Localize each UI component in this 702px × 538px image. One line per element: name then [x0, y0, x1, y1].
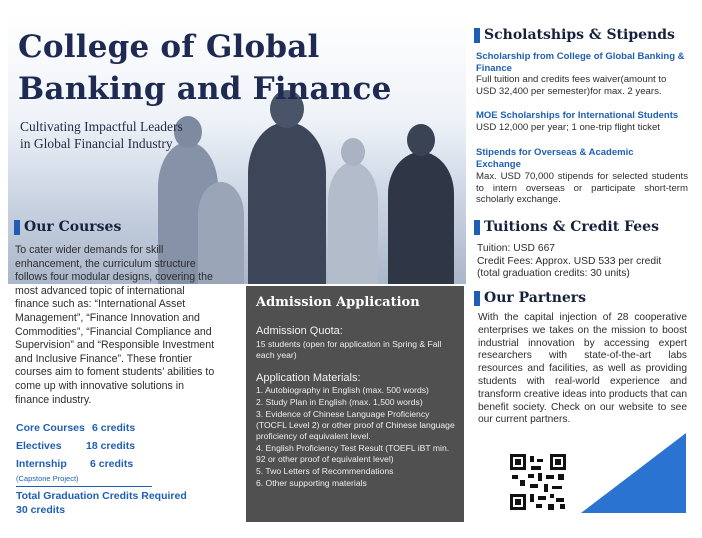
materials-list [256, 385, 461, 489]
tuition-heading: Tuitions & Credit Fees [474, 219, 659, 235]
list-item: 5. Two Letters of Recommendations [256, 466, 394, 476]
heading-marker-icon [474, 28, 480, 43]
scholarships-heading: Scholatships & Stipends [474, 27, 675, 43]
capstone-note: (Capstone Project) [16, 474, 79, 483]
divider [16, 486, 152, 487]
list-item: 3. Evidence of Chinese Language Proficiency (TOCFL Level 2) or other proof of Chinese language proficiency of equivalent level. [256, 409, 455, 441]
list-item: 1. Autobiography in English (max. 500 words) [256, 385, 429, 395]
scholarship-text: Full tuition and credits fees waiver(amount to USD 32,400 per semester)for max. 2 years. [476, 74, 667, 97]
person-silhouette [328, 162, 378, 284]
credit-internship: Internship 6 credits [16, 458, 134, 470]
partners-description: With the capital injection of 28 cooperative enterprises we takes on the mission to boost industrial innovation by accessing expert researchers with state-of-the-art labs resources and facilities, as well as providing students with real-world experience and transform creative ideas into products that can benefit society. Check on our website to see our current partners. [478, 312, 687, 426]
person-silhouette-head [407, 124, 435, 156]
college-subtitle: Cultivating Impactful Leaders in Global Financial Industry [20, 119, 183, 151]
scholarship-text: Max. USD 70,000 stipends for selected students to intern overseas or participate short-term scholarly exchange. [476, 171, 688, 206]
quota-label: Admission Quota: [256, 325, 343, 337]
admission-heading: Admission Application [256, 295, 420, 310]
scholarship-title: Stipends for Overseas & Academic Exchange [476, 147, 634, 170]
scholarship-title: Scholarship from College of Global Banking & Finance [476, 51, 685, 74]
person-silhouette [388, 152, 454, 284]
list-item: 2. Study Plan in English (max. 1,500 words) [256, 397, 423, 407]
credit-core-courses: Core Courses 6 credits [16, 422, 136, 434]
college-title: College of Global Banking and Finance [18, 29, 392, 107]
heading-marker-icon [474, 291, 480, 306]
person-silhouette-head [341, 138, 365, 166]
partners-heading: Our Partners [474, 290, 586, 306]
total-credits: Total Graduation Credits Required 30 credits [16, 490, 187, 516]
tuition-details: Tuition: USD 667 Credit Fees: Approx. USD 533 per credit (total graduation credits: 30 units) [477, 243, 662, 280]
admission-panel [246, 286, 464, 522]
heading-marker-icon [474, 220, 480, 235]
materials-label: Application Materials: [256, 372, 361, 384]
courses-heading: Our Courses [14, 219, 121, 235]
decorative-triangle [581, 433, 686, 513]
heading-marker-icon [14, 220, 20, 235]
quota-text: 15 students (open for application in Spring & Fall each year) [256, 339, 442, 360]
qr-code-icon[interactable] [510, 454, 566, 510]
scholarship-title: MOE Scholarships for International Students [476, 110, 679, 121]
list-item: 6. Other supporting materials [256, 478, 367, 488]
credit-electives: Electives 18 credits [16, 440, 136, 452]
list-item: 4. English Proficiency Test Result (TOEFL iBT min. 92 or other proof of equivalent level) [256, 443, 450, 464]
scholarship-text: USD 12,000 per year; 1 one-trip flight ticket [476, 122, 660, 133]
courses-description: To cater wider demands for skill enhancement, the curriculum structure follows four modular designs, covering the most advanced topic of international finance such as: “International Asset Management”, “Finance Innovation and Commodities”, “Financial Compliance and Supervision” and “Responsible Investment and Inclusive Finance”. These frontier courses aim to foment students’ abilities to come up with innovative solutions in finance industry. [15, 244, 215, 406]
